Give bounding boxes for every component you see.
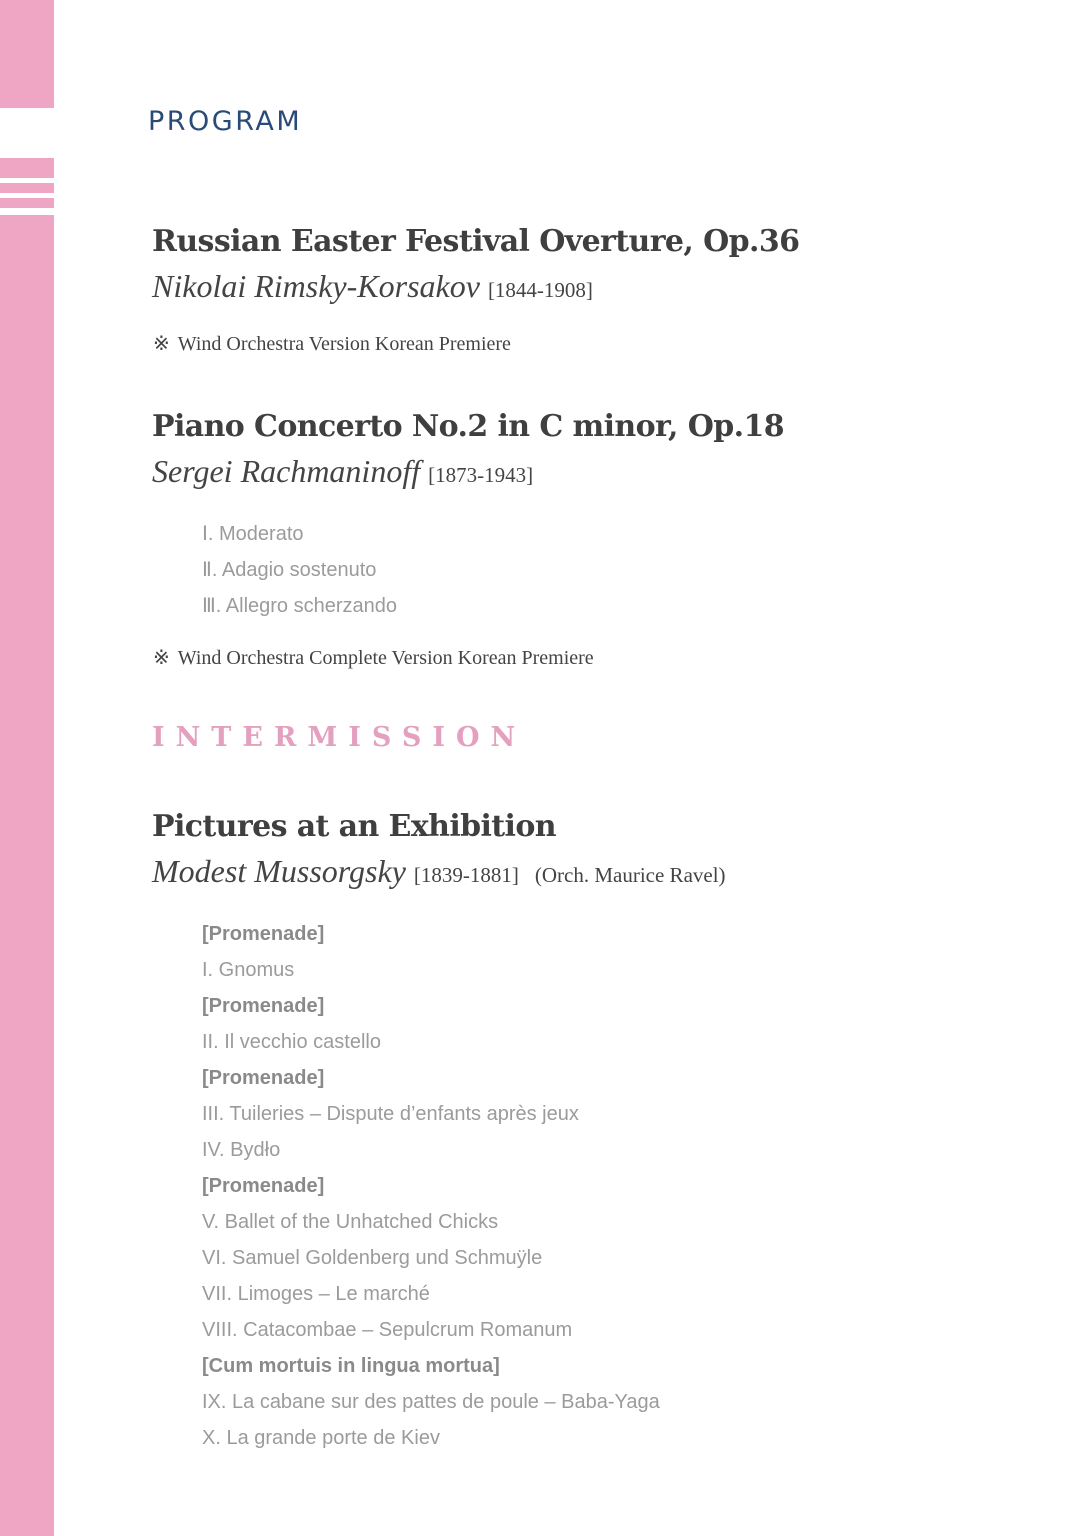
composer-name: Modest Mussorgsky — [152, 853, 406, 889]
premiere-note-rachmaninoff — [153, 645, 594, 670]
movement-item: IV. Bydło — [202, 1139, 281, 1161]
side-accent-stripe — [0, 198, 54, 208]
side-accent-stripe — [0, 158, 54, 178]
movement-item: IX. La cabane sur des pattes de poule – Baba-Yaga — [202, 1391, 660, 1413]
movement-list-mussorgsky — [202, 916, 660, 1456]
composer-years: [1839-1881] — [413, 863, 519, 887]
movement-item: V. Ballet of the Unhatched Chicks — [202, 1211, 499, 1233]
movement-item: III. Tuileries – Dispute d’enfants après jeux — [202, 1103, 579, 1125]
composer-name: Nikolai Rimsky-Korsakov — [152, 268, 480, 304]
movement-item: VII. Limoges – Le marché — [202, 1283, 430, 1305]
orchestration-credit: (Orch. Maurice Ravel) — [534, 863, 726, 887]
premiere-note-text: Wind Orchestra Complete Version Korean Premiere — [177, 647, 594, 669]
page-title: PROGRAM — [148, 106, 303, 137]
movement-item: Ⅰ. Moderato — [202, 523, 304, 545]
movement-item: VIII. Catacombae – Sepulcrum Romanum — [202, 1319, 573, 1341]
side-accent-stripe — [0, 183, 54, 193]
movement-item: [Promenade] — [202, 1067, 325, 1089]
premiere-note-rimsky — [153, 331, 511, 356]
side-accent-bar-top — [0, 0, 54, 108]
composer-line-mussorgsky — [152, 853, 726, 890]
intermission-heading: INTERMISSION — [152, 722, 527, 753]
composer-years: [1873-1943] — [428, 463, 534, 487]
work-title-mussorgsky: Pictures at an Exhibition — [152, 809, 556, 844]
movement-item: [Promenade] — [202, 923, 325, 945]
movement-item: VI. Samuel Goldenberg und Schmuÿle — [202, 1247, 543, 1269]
movement-item: I. Gnomus — [202, 959, 295, 981]
movement-item: II. Il vecchio castello — [202, 1031, 381, 1053]
composer-years: [1844-1908] — [487, 278, 593, 302]
reference-mark-icon: ※ — [153, 333, 170, 355]
movement-item: [Promenade] — [202, 995, 325, 1017]
composer-line-rachmaninoff — [152, 453, 533, 490]
reference-mark-icon: ※ — [153, 647, 170, 669]
composer-line-rimsky — [152, 268, 593, 305]
work-title-rimsky: Russian Easter Festival Overture, Op.36 — [152, 224, 800, 259]
movement-list-rachmaninoff — [202, 516, 397, 624]
movement-item: Ⅱ. Adagio sostenuto — [202, 559, 377, 581]
movement-item: X. La grande porte de Kiev — [202, 1427, 440, 1449]
movement-item: [Cum mortuis in lingua mortua] — [202, 1355, 500, 1377]
movement-item: Ⅲ. Allegro scherzando — [202, 595, 398, 617]
composer-name: Sergei Rachmaninoff — [152, 453, 421, 489]
premiere-note-text: Wind Orchestra Version Korean Premiere — [177, 333, 511, 355]
side-accent-bar-main — [0, 215, 54, 1536]
work-title-rachmaninoff: Piano Concerto No.2 in C minor, Op.18 — [152, 409, 785, 444]
movement-item: [Promenade] — [202, 1175, 325, 1197]
